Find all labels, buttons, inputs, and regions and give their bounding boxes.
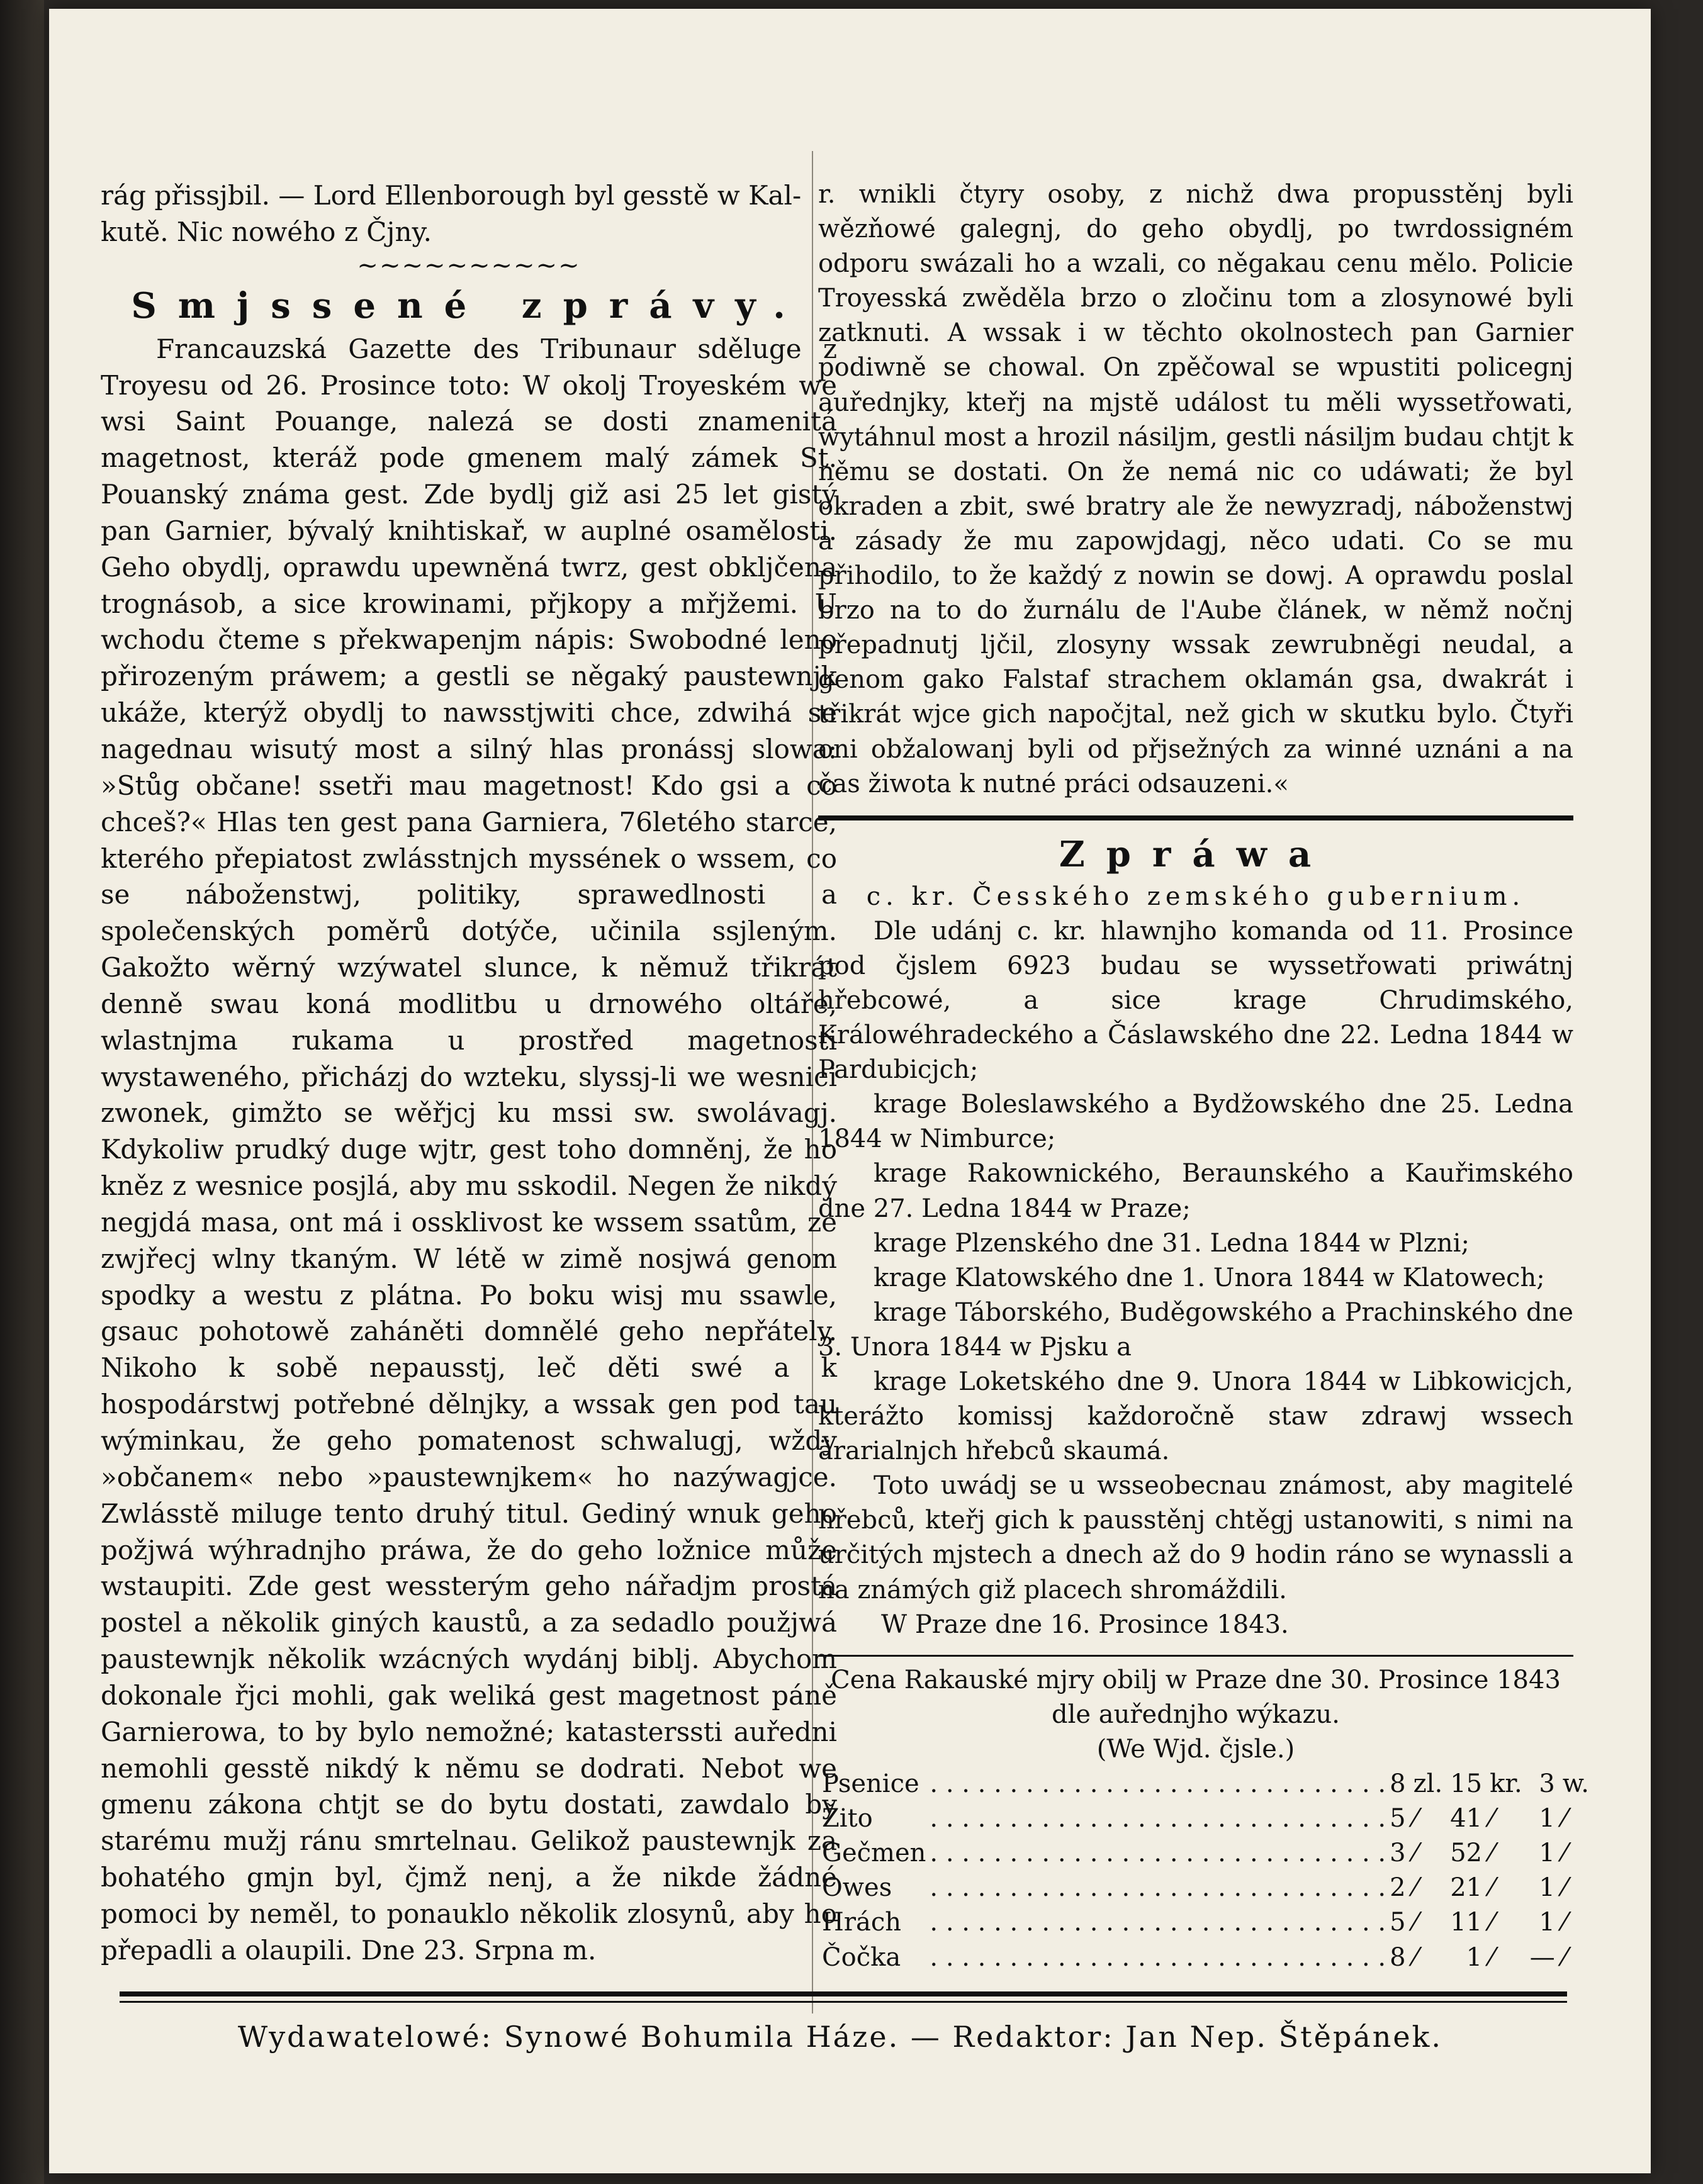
- price-row: [818, 1801, 1593, 1836]
- price-value-b: 21: [1450, 1873, 1483, 1903]
- price-grain: Psenice: [822, 1769, 919, 1799]
- thin-rule: [818, 1655, 1573, 1657]
- price-value-c: 1: [1539, 1839, 1555, 1868]
- price-value-c: 1: [1539, 1908, 1555, 1937]
- price-unit-c: ⁄: [1562, 1908, 1567, 1937]
- price-value-b: 11: [1450, 1908, 1483, 1937]
- price-value-c: 1: [1539, 1873, 1555, 1903]
- price-leader: . . . . . . . . . . . . . . . . . . . . . . . . . . . . .: [930, 1873, 1386, 1903]
- price-unit-a: ⁄: [1413, 1873, 1418, 1903]
- section-title: Smjssené zprávy.: [131, 284, 807, 327]
- price-grain: Žito: [822, 1804, 873, 1834]
- price-title: Cena Rakauské mjry obilj w Praze dne 30. Prosince 1843 dle auřednjho wýkazu.: [831, 1665, 1561, 1729]
- price-unit-a: ⁄: [1413, 1942, 1418, 1972]
- publishers: Synowé Bohumila Háze.: [503, 2020, 900, 2054]
- notice-item: krage Klatowského dne 1. Unora 1844 w Klatowech;: [874, 1263, 1545, 1292]
- intro-line: kutě. Nic nowého z Čjny.: [101, 216, 432, 247]
- price-row: [818, 1836, 1593, 1871]
- notice-item: krage Táborského, Buděgowského a Prachinského dne 3. Unora 1844 w Pjsku a: [818, 1297, 1573, 1362]
- price-unit-c: ⁄: [1562, 1839, 1567, 1868]
- price-unit-b: ⁄: [1490, 1804, 1494, 1834]
- scan-dark-edge: [0, 0, 44, 2184]
- price-value-a: 5: [1390, 1908, 1406, 1937]
- price-row: [818, 1940, 1593, 1975]
- price-value-b: 41: [1450, 1804, 1483, 1834]
- price-unit-a: ⁄: [1413, 1804, 1418, 1834]
- footer-rule-thin: [120, 2001, 1567, 2003]
- price-value-a: 2: [1390, 1873, 1406, 1903]
- notice-item: krage Rakownického, Beraunského a Kauřimského dne 27. Ledna 1844 w Praze;: [818, 1159, 1573, 1223]
- price-unit-b: kr.: [1490, 1769, 1522, 1799]
- footer-rule-heavy: [120, 1991, 1567, 1996]
- price-unit-c: w.: [1562, 1769, 1589, 1799]
- notice-intro: Dle udánj c. kr. hlawnjho komanda od 11. Prosince pod čjslem 6923 budau se wyssetřowati priwátnj hřebcowé, a sice krage Chrudimského, Králowéhradeckého a Čáslawského dne 22. Ledna 1844 w Pardubicjch;: [818, 916, 1573, 1085]
- price-value-a: 5: [1390, 1804, 1406, 1834]
- price-value-c: 1: [1539, 1804, 1555, 1834]
- price-row: [818, 1905, 1593, 1940]
- notice-subtitle: c. kr. Česského zemského gubernium.: [866, 882, 1526, 911]
- price-value-a: 3: [1390, 1839, 1406, 1868]
- price-unit-a: zl.: [1413, 1769, 1443, 1799]
- footer-separator: —: [910, 2020, 941, 2054]
- price-grain: Hrách: [822, 1908, 902, 1937]
- article-continuation: r. wnikli čtyry osoby, z nichž dwa propusstěnj byli wězňowé galegnj, do geho obydlj, po twrdossigném odporu swázali ho a wzali, co něgakau cenu mělo. Policie Troyesská zwěděla brzo o zločinu tom a zlosynowé byli zatknuti. A wssak i w těchto okolnostech pan Garnier podiwně se chowal. On zpěčowal se wpustiti policegnj auřednjky, kteřj na mjstě událost tu měli wyssetřowati, wytáhnul most a hrozil násiljm, gestli násiljm budau chtjt k němu se dostati. On že nemá nic co udáwati; že byl okraden a zbit, swé bratry ale že newyzradj, náboženstwj a zásady že mu zapowjdagj, něco udati. Co se mu přihodilo, to že každý z nowin se dowj. A oprawdu poslal brzo na to do žurnálu de l'Aube článek, w němž nočnj přepadnutj ljčil, zlosyny wssak zewrubněgi neudal, a genom gako Falstaf strachem oklamán gsa, dwakrát i třikrát wjce gich napočjtal, než gich w skutku bylo. Čtyři oni obžalowanj byli od přjsežných za winné uznáni a na čas žiwota k nutné práci odsauzeni.«: [818, 180, 1573, 798]
- intro-line: rág přissjbil. — Lord Ellenborough byl gesstě w Kal-: [101, 180, 802, 211]
- price-leader: . . . . . . . . . . . . . . . . . . . . . . . . . . . . .: [930, 1804, 1386, 1834]
- price-value-a: 8: [1390, 1942, 1406, 1972]
- notice-item: krage Loketského dne 9. Unora 1844 w Libkowicjch, kterážto komissj každoročně staw zdrawj wssech ärarialnjch hřebců skaumá.: [818, 1367, 1573, 1466]
- price-value-a: 8: [1390, 1769, 1406, 1799]
- price-unit-b: ⁄: [1490, 1873, 1494, 1903]
- editor-label: Redaktor:: [952, 2020, 1115, 2054]
- notice-place-date: W Praze dne 16. Prosince 1843.: [881, 1610, 1289, 1639]
- price-grain: Gečmen: [822, 1839, 926, 1868]
- notice-item: krage Plzenského dne 31. Ledna 1844 w Plzni;: [874, 1228, 1470, 1258]
- price-leader: . . . . . . . . . . . . . . . . . . . . . . . . . . . . .: [930, 1942, 1386, 1972]
- notice-title: Zpráwa: [1059, 833, 1333, 875]
- price-grain: Owes: [822, 1873, 892, 1903]
- price-unit-a: ⁄: [1413, 1908, 1418, 1937]
- price-value-b: 52: [1450, 1839, 1483, 1868]
- price-row: [818, 1871, 1593, 1905]
- price-value-c: —: [1529, 1942, 1555, 1972]
- ornament-divider: ~~~~~~~~~~: [357, 250, 581, 280]
- notice-item: krage Boleslawského a Bydžowského dne 25. Ledna 1844 w Nimburce;: [818, 1090, 1573, 1154]
- footer-line: [101, 2020, 1580, 2054]
- price-table: [818, 1767, 1593, 1975]
- publishers-label: Wydawatelowé:: [237, 2020, 493, 2054]
- price-grain: Čočka: [822, 1942, 901, 1972]
- price-leader: . . . . . . . . . . . . . . . . . . . . . . . . . . . . .: [930, 1908, 1386, 1937]
- price-unit-b: ⁄: [1490, 1942, 1494, 1972]
- price-row: [818, 1767, 1593, 1801]
- price-value-c: 3: [1539, 1769, 1555, 1799]
- right-column: [818, 177, 1589, 1975]
- left-column: [101, 177, 837, 1969]
- price-unit-c: ⁄: [1562, 1942, 1567, 1972]
- price-leader: . . . . . . . . . . . . . . . . . . . . . . . . . . . . .: [930, 1839, 1386, 1868]
- price-unit-c: ⁄: [1562, 1804, 1567, 1834]
- price-unit-a: ⁄: [1413, 1839, 1418, 1868]
- price-unit-b: ⁄: [1490, 1839, 1494, 1868]
- price-currency-note: (We Wjd. čjsle.): [1096, 1734, 1295, 1764]
- price-value-b: 15: [1450, 1769, 1483, 1799]
- price-value-b: 1: [1466, 1942, 1483, 1972]
- article-text: Francauzská Gazette des Tribunaur sděluge z Troyesu od 26. Prosince toto: W okolj Troyeském we wsi Saint Pouange, nalezá se dosti znamenitá magetnost, kteráž pode gmenem malý zámek St. Pouanský známa gest. Zde bydlj giž asi 25 let gistý pan Garnier, bývalý knihtiskař, w auplné osamělosti. Geho obydlj, oprawdu upewněná twrz, gest obkljčena trognásob, a sice krowinami, přjkopy a mřjžemi. U wchodu čteme s překwapenjm nápis: Swobodné leno přirozeným práwem; a gestli se něgaký paustewnjk ukáže, kterýž obydlj to nawsstjwiti chce, zdwihá se nagednau wisutý most a silný hlas pronássj slowa: »Stůg občane! ssetři mau magetnost! Kdo gsi a co chceš?« Hlas ten gest pana Garniera, 76letého starce, kterého přepiatost zwlásstnjch myssének o wssem, co se náboženstwj, politiky, sprawedlnosti a společenských poměrů dotýče, učinila ssjleným. Gakožto wěrný wzýwatel slunce, k němuž třikrát denně swau koná modlitbu u drnowého oltáře, wlastnjma rukama u prostřed magetnosti wystaweného, přicházj do wzteku, slyssj-li we wesnici zwonek, gimžto se wěřjcj ku mssi sw. swolávagj. Kdykoliw prudký duge wjtr, gest toho domněnj, že ho kněz z wesnice posjlá, aby mu sskodil. Negen že nikdý negjdá masa, ont má i ossklivost ke wssem ssatům, ze zwjřecj wlny tkaným. W létě w zimě nosjwá genom spodky a westu z plátna. Po boku wisj mu ssawle, gsauc pohotowě zaháněti domnělé geho nepřátely. Nikoho k sobě nepausstj, leč děti swé a k hospodárstwj potřebné dělnjky, a wssak gen pod tau wýminkau, že geho pomatenost schwalugj, wždy »občanem« nebo »paustewnjkem« ho nazýwagjce. Zwlásstě miluge tento druhý titul. Gediný wnuk geho požjwá wýhradnjho práwa, že do geho ložnice může wstaupiti. Zde gest wessterým geho nářadjm prostá postel a několik giných kaustů, a za sedadlo použjwá paustewnjk několik wzácných wydánj biblj. Abychom dokonale řjci mohli, gak weliká gest magetnost páně Garnierowa, to by bylo nemožné; katasterssti auředni nemohli gesstě nikdý k němu se dodrati. Nebot we gmenu zákona chtjt se do bytu dostati, zawdalo by starému mužj ránu smrtelnau. Gelikož paustewnjk za bohatého gmjn byl, čjmž nenj, a že nikde žádné pomoci by neměl, to ponauklo několik zlosynů, aby ho přepadli a olaupili. Dne 23. Srpna m.: [101, 333, 837, 1966]
- price-leader: . . . . . . . . . . . . . . . . . . . . . . . . . . . . .: [930, 1769, 1386, 1799]
- price-unit-c: ⁄: [1562, 1873, 1567, 1903]
- price-unit-b: ⁄: [1490, 1908, 1494, 1937]
- notice-closing: Toto uwádj se u wsseobecnau známost, aby magitelé hřebců, kteřj gich k pausstěnj chtěgj ustanowiti, s nimi na určitých mjstech a dnech až do 9 hodin ráno se wynassli a na známých giž placech shromáždili.: [818, 1471, 1573, 1604]
- editor: Jan Nep. Štěpánek.: [1125, 2020, 1443, 2054]
- heavy-rule: [818, 809, 1573, 820]
